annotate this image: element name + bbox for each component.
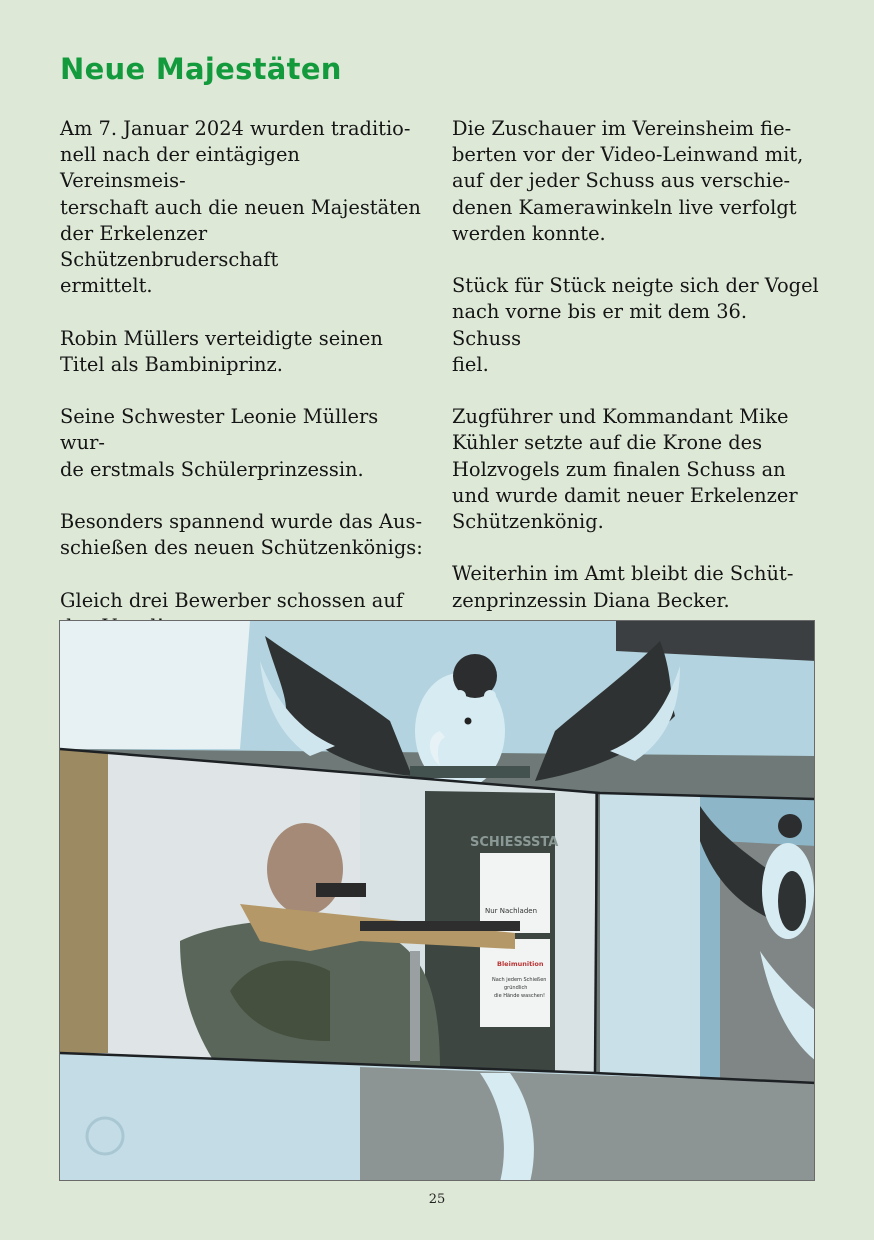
page-number: 25: [428, 1192, 446, 1207]
notice-line: die Hände waschen!: [494, 993, 545, 999]
paragraph: Am 7. Januar 2024 wurden traditio- nell nach der eintägigen Vereinsmeis- terschaft auch die neuen Majestäten der Erkelenzer Schützenbruderschaft ermittelt.: [60, 117, 421, 298]
notice-line: Nach jedem Schießen: [492, 977, 547, 983]
sign-label: SCHIESSSTA: [470, 835, 559, 850]
notice-title: Bleimunition: [497, 960, 544, 968]
paragraph: Gleich drei Bewerber schossen auf: [60, 588, 404, 612]
event-photo-collage: [59, 620, 815, 1181]
side-eagle-panel: [600, 793, 815, 1083]
paragraph: Robin Müllers verteidigte seinen Titel als Bambiniprinz.: [60, 326, 383, 376]
sign-small-text: Nur Nachladen: [485, 907, 538, 915]
page-title: Neue Majestäten: [60, 52, 342, 86]
paragraph: Zugführer und Kommandant Mike Kühler setzte auf die Krone des Holzvogels zum finalen Schuss an und wurde damit neuer Erkelenzer Schützenkönig.: [452, 405, 798, 534]
paragraph: Besonders spannend wurde das Aus- schießen des neuen Schützenkönigs:: [60, 510, 423, 560]
paragraph: Die Zuschauer im Vereinsheim fie- berten vor der Video-Leinwand mit, auf der jeder Schuss aus verschie- denen Kamerawinkeln live verfolgt werden konnte.: [452, 117, 804, 245]
paragraph: Weiterhin im Amt bleibt die Schüt- zenprinzessin Diana Becker.: [452, 562, 794, 612]
right-text-column: [452, 116, 820, 640]
shooter-panel: [60, 749, 595, 1073]
paragraph: Seine Schwester Leonie Müllers wur- de erstmals Schülerprinzessin.: [60, 405, 379, 481]
notice-line: gründlich: [504, 985, 528, 991]
left-text-column: [60, 116, 428, 666]
paragraph: Stück für Stück neigte sich der Vogel nach vorne bis er mit dem 36. Schuss fiel.: [452, 274, 819, 376]
